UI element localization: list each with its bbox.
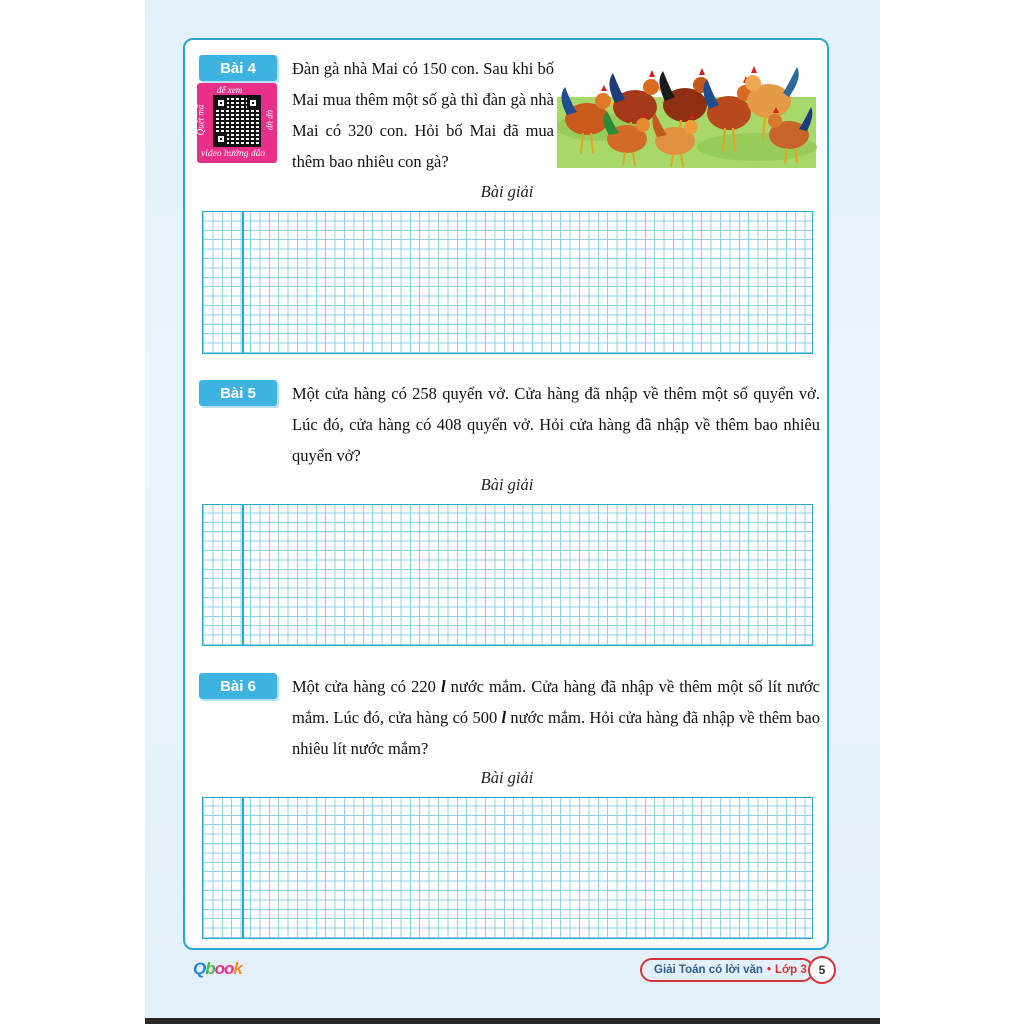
qr-caption-left: Quét mã xyxy=(195,104,206,136)
problem-6-answer-grid[interactable] xyxy=(202,797,813,939)
bottom-edge-bar xyxy=(145,1018,880,1024)
problem-6-text-part1: Một cửa hàng có 220 xyxy=(292,677,441,696)
problem-6-text-part2: nước mắm. Cửa hàng đã nhập về thêm một số lít nước mắm. Lúc đó, cửa hàng có 500 xyxy=(292,677,820,727)
problem-6-text xyxy=(292,671,820,764)
problem-4-badge: Bài 4 xyxy=(199,55,277,81)
qr-finder-pattern xyxy=(215,97,227,109)
qr-caption-bottom: video hướng dẫn xyxy=(201,149,266,159)
problem-6-solution-heading: Bài giải xyxy=(480,768,534,787)
page-number: 5 xyxy=(808,956,836,984)
publisher-logo: Qbook xyxy=(193,959,242,978)
grade-label: Lớp 3 xyxy=(774,964,807,976)
qr-caption-right: ụp ụp xyxy=(266,109,277,131)
qr-code-box[interactable] xyxy=(197,83,277,163)
qr-code-icon xyxy=(213,95,261,147)
problem-4-solution-heading: Bài giải xyxy=(480,182,534,201)
title-separator: • xyxy=(766,964,771,976)
book-title-label xyxy=(640,958,814,982)
liter-unit-symbol: l xyxy=(440,677,446,696)
liter-unit-symbol: l xyxy=(501,708,507,727)
problem-5-badge: Bài 5 xyxy=(199,380,277,406)
problem-6-text-part3: nước mắm. Hỏi cửa hàng đã nhập về thêm bao nhiêu lít nước mắm? xyxy=(292,708,820,758)
problem-4-text: Đàn gà nhà Mai có 150 con. Sau khi bố Mai mua thêm một số gà thì đàn gà nhà Mai có 320 con. Hỏi bố Mai đã mua thêm bao nhiêu con gà? xyxy=(292,59,554,171)
qr-finder-pattern xyxy=(247,97,259,109)
problem-5-answer-grid[interactable] xyxy=(202,504,813,646)
book-title: Giải Toán có lời văn xyxy=(654,964,763,976)
problem-4-answer-grid[interactable] xyxy=(202,211,813,354)
rooster-flock-illustration xyxy=(557,57,816,168)
problem-5-text: Một cửa hàng có 258 quyển vở. Cửa hàng đã nhập về thêm một số quyển vở. Lúc đó, cửa hàng có 408 quyển vở. Hỏi cửa hàng đã nhập về thêm bao nhiêu quyển vở? xyxy=(292,384,820,465)
problem-5-solution-heading: Bài giải xyxy=(480,475,534,494)
problem-6-badge: Bài 6 xyxy=(199,673,277,699)
qr-caption-top: để xem xyxy=(217,85,243,95)
qr-finder-pattern xyxy=(215,133,227,145)
